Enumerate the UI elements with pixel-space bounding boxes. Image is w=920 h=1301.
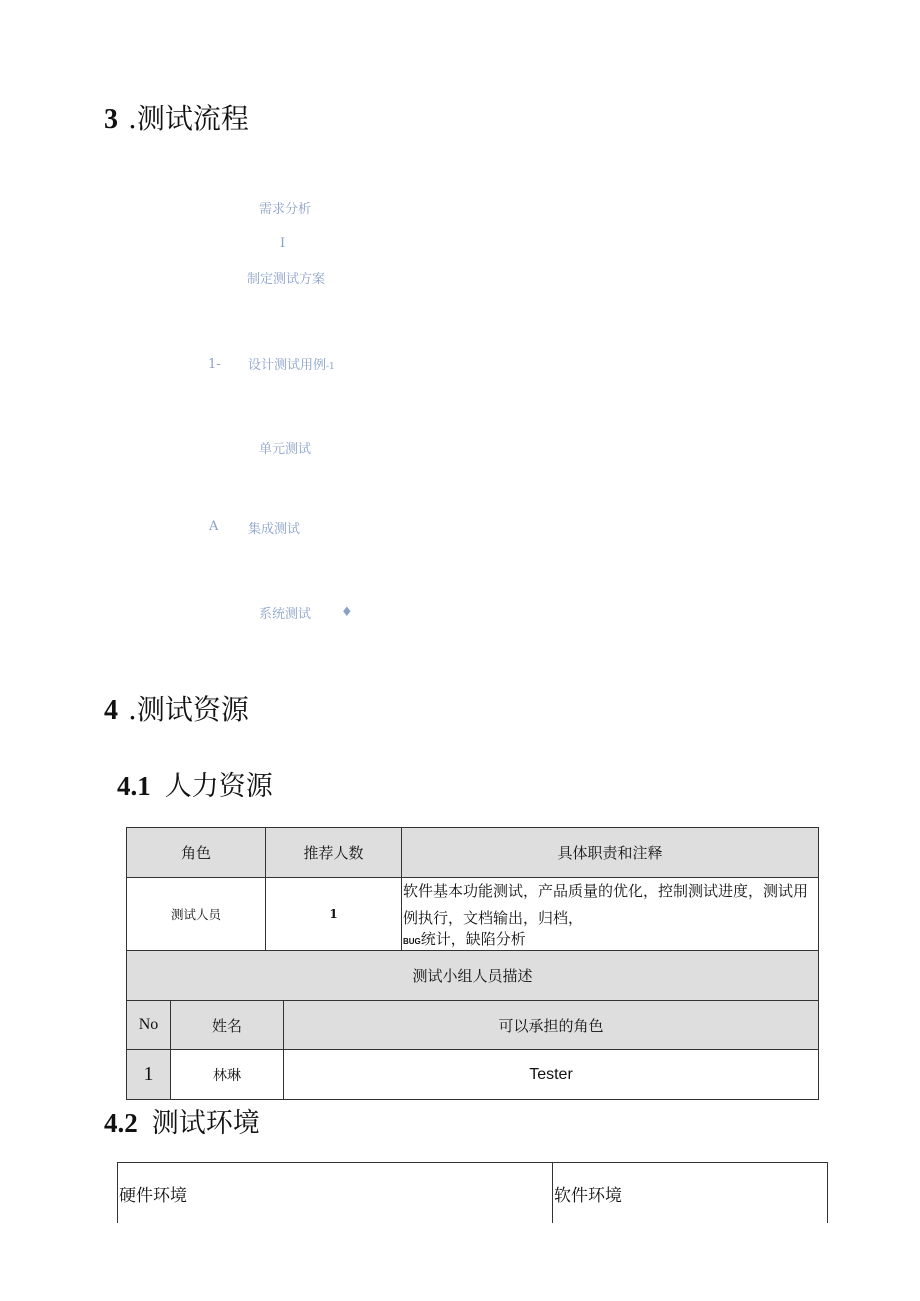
section-number: 4 <box>104 695 118 726</box>
section-4-heading <box>104 688 249 728</box>
bug-label: BUG <box>403 937 421 946</box>
duty-text-tail: 统计，缺陷分析 <box>420 930 526 948</box>
flow-separator: I <box>280 236 286 251</box>
section-number: 4.1 <box>117 771 151 801</box>
cell-role: Tester <box>284 1050 819 1100</box>
table-row <box>127 1050 819 1100</box>
flow-step-integration-test: 集成测试 <box>248 522 301 537</box>
section-4-2-heading <box>104 1101 260 1140</box>
flow-marker: -1 <box>326 362 335 372</box>
group-title-row <box>127 951 819 1001</box>
duty-text-continued <box>403 931 818 950</box>
cell-name: 林琳 <box>171 1050 284 1100</box>
column-header-role: 角色 <box>127 828 266 878</box>
column-header-name: 姓名 <box>171 1001 284 1050</box>
flow-step-label: 设计测试用例 <box>248 358 327 373</box>
flow-marker: 1- <box>208 357 221 372</box>
table-row <box>127 878 819 951</box>
flow-step-unit-test: 单元测试 <box>259 442 312 457</box>
cell-role: 测试人员 <box>127 878 266 951</box>
cell-hardware: 硬件环境 <box>118 1163 553 1223</box>
cell-no: 1 <box>127 1050 171 1100</box>
column-header-no: No <box>127 1001 171 1050</box>
duty-text: 软件基本功能测试，产品质量的优化，控制测试进度，测试用例执行，文档输出，归档， <box>403 882 809 927</box>
environment-table <box>117 1162 828 1223</box>
section-3-heading <box>104 97 249 137</box>
column-header-role: 可以承担的角色 <box>284 1001 819 1050</box>
column-header-duties: 具体职责和注释 <box>402 828 819 878</box>
flow-step-design-cases <box>248 354 335 373</box>
flow-marker: A <box>209 519 219 534</box>
human-resources-table <box>126 827 819 951</box>
section-title: .测试流程 <box>128 102 249 135</box>
flow-step-requirements: 需求分析 <box>259 202 312 217</box>
section-title: 人力资源 <box>164 771 273 802</box>
section-number: 3 <box>104 104 118 135</box>
section-title: .测试资源 <box>128 693 249 726</box>
table-row <box>118 1163 828 1223</box>
flow-step-system-test: 系统测试 <box>259 607 312 622</box>
cell-duties <box>402 878 819 951</box>
section-4-1-heading <box>117 764 273 803</box>
section-number: 4.2 <box>104 1108 138 1138</box>
member-header-row <box>127 1001 819 1050</box>
flow-end-icon: ♦ <box>341 605 353 620</box>
group-title: 测试小组人员描述 <box>127 951 819 1001</box>
cell-count: 1 <box>266 878 402 951</box>
flow-step-plan: 制定测试方案 <box>247 272 326 287</box>
table-header-row <box>127 828 819 878</box>
section-title: 测试环境 <box>151 1108 260 1139</box>
column-header-count: 推荐人数 <box>266 828 402 878</box>
cell-software: 软件环境 <box>553 1163 828 1223</box>
team-members-table <box>126 950 819 1100</box>
